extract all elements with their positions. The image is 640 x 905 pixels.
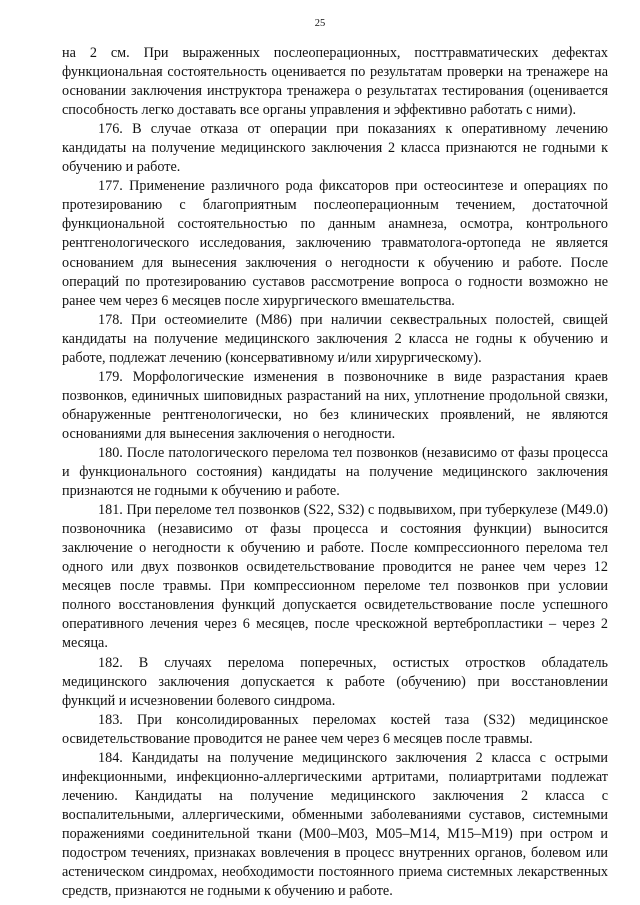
paragraph-180: 180. После патологического перелома тел позвонков (независимо от фазы процесса и функционального состояния) кандидаты на получение медицинского заключения признаются не годными к обучению и работе. [62,444,608,500]
paragraph-182: 182. В случаях перелома поперечных, остистых отростков обладатель медицинского заключения допускается к работе (обучению) при восстановлении функций и исчезновении болевого синдрома. [62,654,608,709]
paragraph-181: 181. При переломе тел позвонков (S22, S32) с подвывихом, при туберкулезе (M49.0) позвоночника (независимо от фазы процесса и состояния функции) выносится заключение о негодности к обучению и работе. После компрессионного перелома тел одного или двух позвонков освидетельствование проводится не ранее чем через 12 месяцев после травмы. При компрессионном переломе тел позвонков при условии полного восстановления функций допускается освидетельствование после успешного оперативного лечения через 6 месяцев, после чрескожной вертебропластики – через 2 месяца. [62,502,608,652]
paragraph-179: 179. Морфологические изменения в позвоночнике в виде разрастания краев позвонков, единичных шиповидных разрастаний на них, уплотнение продольной связки, обнаруженные рентгенологически, но без клинических проявлений, не являются основаниями для вынесения заключения о негодности. [62,368,608,442]
document-body [62,44,608,901]
paragraph-183: 183. При консолидированных переломах костей таза (S32) медицинское освидетельствование проводится не ранее чем через 6 месяцев после травмы. [62,711,608,747]
paragraph-176: 176. В случае отказа от операции при показаниях к оперативному лечению кандидаты на получение медицинского заключения 2 класса признаются не годными к обучению и работе. [62,121,608,176]
paragraph-continuation: на 2 см. При выраженных послеоперационных, посттравматических дефектах функциональная состоятельность оценивается по результатам проверки на тренажере на основании заключения инструктора тренажера о результатах тестирования (оценивается способность легко доставать все органы управления и эффективно работать с ними). [62,45,608,119]
page-number: 25 [314,18,326,29]
paragraph-177: 177. Применение различного рода фиксаторов при остеосинтезе и операциях по протезированию с благоприятным послеоперационным течением, достаточной функциональной состоятельностью по данным анамнеза, осмотра, контрольного рентгенологического исследования, заключению травматолога-ортопеда не является основанием для вынесения заключения о негодности к обучению и работе. После операций по протезированию суставов рассмотрение вопроса о годности возможно не ранее чем через 6 месяцев после хирургического вмешательства. [62,178,608,309]
paragraph-178: 178. При остеомиелите (M86) при наличии секвестральных полостей, свищей кандидаты на получение медицинского заключения 2 класса не годны к обучению и работе, подлежат лечению (консервативному и/или хирургическому). [62,311,608,366]
paragraph-184: 184. Кандидаты на получение медицинского заключения 2 класса с острыми инфекционными, инфекционно-аллергическими артритами, полиартритами подлежат лечению. Кандидаты на получение медицинского заключения 2 класса с воспалительными, аллергическими, обменными заболеваниями суставов, системными поражениями соединительной ткани (M00–M03, M05–M14, M15–M19) при остром и подостром течениях, признаках вовлечения в процесс внутренних органов, болевом или астеническом синдромах, необходимости постоянного приема системных лекарственных средств, признаются не годными к обучению и работе. [62,749,608,900]
